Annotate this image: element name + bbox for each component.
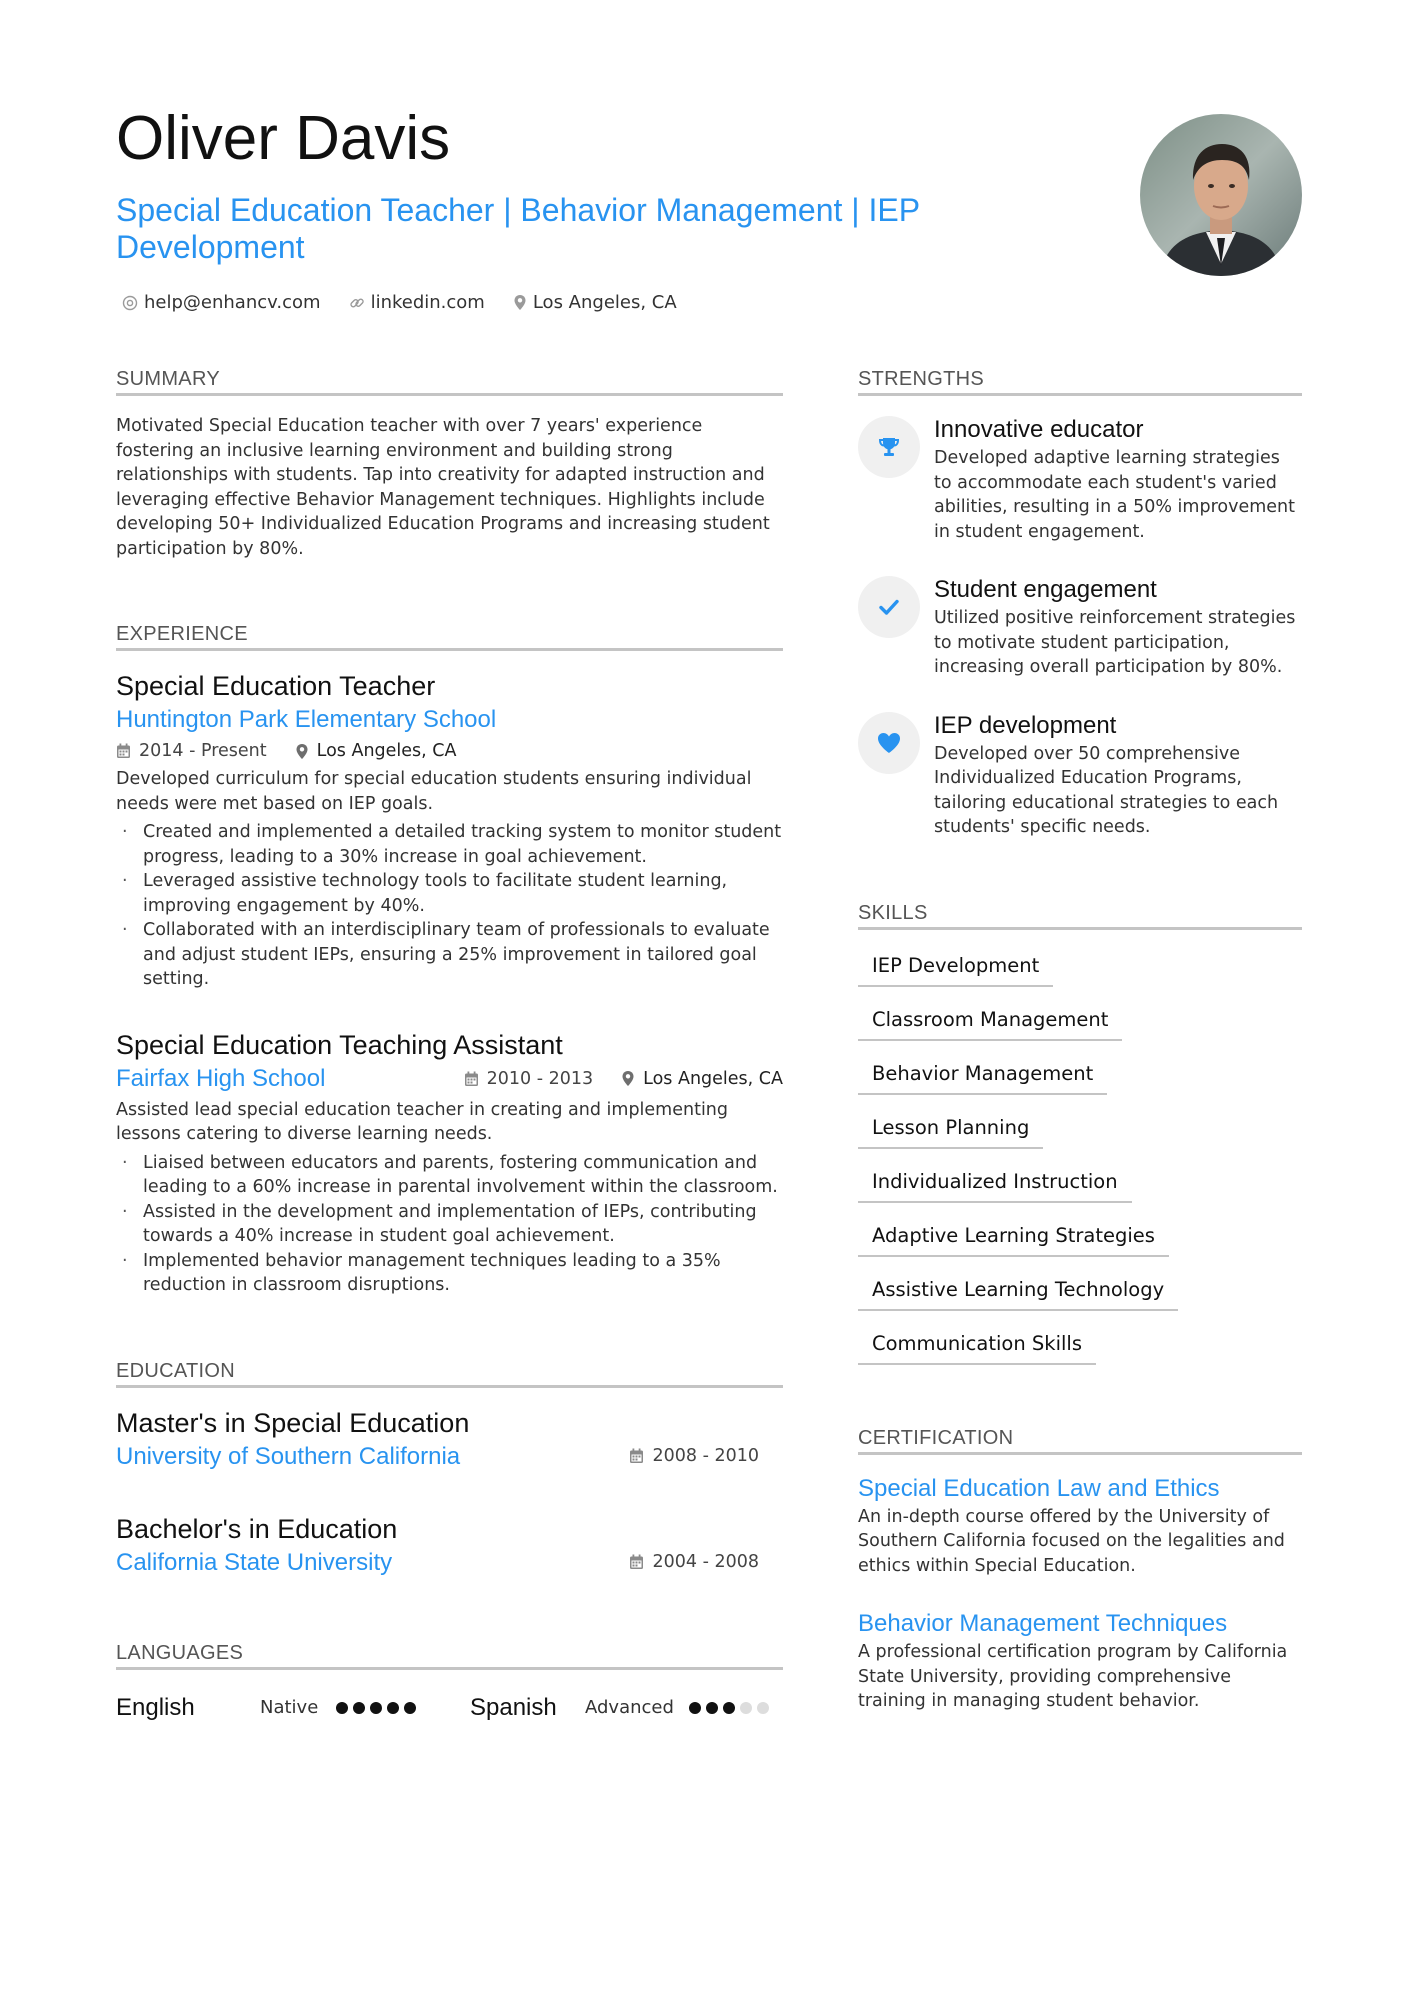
resume-header	[116, 100, 1056, 313]
certification-description: A professional certification program by California State University, providing comprehensive training in managing student behavior.	[858, 1642, 1288, 1711]
strength-description: Utilized positive reinforcement strategies to motivate student participation, increasing overall participation by 80%.	[934, 608, 1296, 677]
job-bullet: · Leveraged assistive technology tools to facilitate student learning, improving engagement by 40%.	[116, 869, 783, 918]
job-entry	[116, 1028, 783, 1298]
calendar-icon	[116, 743, 131, 759]
languages-heading: LANGUAGES	[116, 1642, 783, 1670]
strength-icon-badge	[858, 576, 920, 638]
skill-tag: IEP Development	[858, 948, 1053, 987]
education-dates	[629, 1446, 759, 1466]
job-bullet: · Liaised between educators and parents, fostering communication and leading to a 60% increase in parental involvement within the classroom.	[116, 1151, 783, 1200]
company-row	[116, 1062, 783, 1096]
school-name: University of Southern California	[116, 1442, 461, 1470]
rating-dot	[740, 1702, 752, 1714]
job-bullets	[116, 1151, 783, 1298]
summary-heading: SUMMARY	[116, 368, 783, 396]
job-title: Special Education Teacher	[116, 671, 436, 701]
rating-dot	[706, 1702, 718, 1714]
school-name: California State University	[116, 1548, 393, 1576]
contact-bar	[122, 292, 1056, 313]
contact-email[interactable]	[122, 292, 321, 313]
job-bullet: · Collaborated with an interdisciplinary team of professionals to evaluate and adjust student IEPs, ensuring a 25% improvement in tailored goal setting.	[116, 918, 783, 992]
job-dates: 2010 - 2013	[486, 1068, 594, 1089]
avatar	[1140, 114, 1302, 276]
strength-icon-badge	[858, 712, 920, 774]
experience-heading: EXPERIENCE	[116, 623, 783, 651]
summary-text: Motivated Special Education teacher with over 7 years' experience fostering an inclusive learning environment and building strong relationships with students. Tap into creativity for adapted instruction and leveraging effective Behavior Management techniques. Highlights include developing 50+ Individualized Education Programs and increasing student participation by 80%.	[116, 416, 770, 559]
location-pin-icon	[295, 743, 309, 760]
language-name: English	[116, 1693, 195, 1721]
job-meta	[464, 1067, 783, 1091]
skill-tag: Communication Skills	[858, 1326, 1096, 1365]
rating-dot	[353, 1702, 365, 1714]
strength-item	[858, 414, 1302, 544]
rating-dot	[723, 1702, 735, 1714]
job-location: Los Angeles, CA	[316, 741, 457, 761]
certification-title: Behavior Management Techniques	[858, 1610, 1228, 1637]
language-level: Native	[260, 1697, 319, 1718]
candidate-title: Special Education Teacher | Behavior Management | IEP Development	[116, 192, 920, 265]
strength-title: Innovative educator	[934, 416, 1144, 443]
job-dates: 2014 - Present	[139, 741, 267, 761]
profile-photo	[1140, 114, 1302, 276]
checkmark-icon	[877, 595, 901, 619]
at-icon	[122, 295, 138, 311]
education-dates-text: 2004 - 2008	[652, 1551, 759, 1572]
job-location: Los Angeles, CA	[643, 1068, 783, 1089]
strength-title: IEP development	[934, 711, 1117, 739]
job-bullet: · Implemented behavior management techniques leading to a 35% reduction in classroom disruptions.	[116, 1249, 783, 1298]
strength-item	[858, 710, 1302, 840]
certification-title: Special Education Law and Ethics	[858, 1474, 1220, 1502]
rating-dot	[404, 1702, 416, 1714]
certification-item	[858, 1473, 1302, 1579]
calendar-icon	[464, 1071, 479, 1087]
degree-name: Master's in Special Education	[116, 1407, 470, 1438]
rating-dot	[387, 1702, 399, 1714]
skill-tag: Lesson Planning	[858, 1110, 1043, 1149]
link-icon	[349, 295, 365, 311]
certification-item	[858, 1608, 1302, 1714]
strength-description: Developed over 50 comprehensive Individualized Education Programs, tailoring educational strategies to each students' specific needs.	[934, 743, 1279, 837]
trophy-icon	[877, 435, 901, 459]
education-heading: EDUCATION	[116, 1360, 783, 1388]
job-description: Assisted lead special education teacher in creating and implementing lessons catering to diverse learning needs.	[116, 1099, 729, 1144]
language-rating	[336, 1702, 470, 1714]
left-column	[116, 368, 783, 1728]
skill-tag: Classroom Management	[858, 1002, 1122, 1041]
strength-item	[858, 574, 1302, 680]
skill-tag: Adaptive Learning Strategies	[858, 1218, 1169, 1257]
strength-description: Developed adaptive learning strategies to accommodate each student's varied abilities, resulting in a 50% improvement in student engagement.	[934, 448, 1295, 542]
candidate-name: Oliver Davis	[116, 104, 451, 173]
skills-heading: SKILLS	[858, 902, 1302, 930]
location-pin-icon	[513, 294, 527, 311]
linkedin-text: linkedin.com	[370, 292, 485, 313]
strengths-heading: STRENGTHS	[858, 368, 1302, 396]
job-bullet: · Created and implemented a detailed tracking system to monitor student progress, leading to a 30% increase in goal achievement.	[116, 820, 783, 869]
rating-dot	[757, 1702, 769, 1714]
skill-tag: Behavior Management	[858, 1056, 1107, 1095]
company-name: Huntington Park Elementary School	[116, 706, 497, 733]
rating-dot	[336, 1702, 348, 1714]
right-column	[858, 368, 1302, 1714]
contact-linkedin[interactable]	[349, 292, 485, 313]
strength-icon-badge	[858, 416, 920, 478]
location-pin-icon	[621, 1070, 635, 1087]
rating-dot	[689, 1702, 701, 1714]
education-dates-text: 2008 - 2010	[652, 1445, 759, 1466]
education-entry	[116, 1406, 783, 1474]
calendar-icon	[629, 1554, 644, 1570]
education-entry	[116, 1512, 783, 1580]
education-dates	[629, 1552, 759, 1572]
languages-row	[116, 1688, 783, 1728]
email-text: help@enhancv.com	[144, 292, 321, 313]
language-name: Spanish	[470, 1693, 557, 1721]
calendar-icon	[629, 1448, 644, 1464]
job-meta	[116, 739, 783, 763]
skills-list	[858, 948, 1302, 1365]
rating-dot	[370, 1702, 382, 1714]
job-title: Special Education Teaching Assistant	[116, 1029, 563, 1060]
strength-title: Student engagement	[934, 576, 1157, 603]
heart-icon	[876, 731, 902, 755]
job-description: Developed curriculum for special education students ensuring individual needs were met based on IEP goals.	[116, 769, 752, 814]
company-name: Fairfax High School	[116, 1064, 326, 1092]
certification-description: An in-depth course offered by the University of Southern California focused on the legalities and ethics within Special Education.	[858, 1506, 1285, 1576]
job-bullet: · Assisted in the development and implementation of IEPs, contributing towards a 40% increase in student goal achievement.	[116, 1200, 783, 1249]
contact-location	[513, 292, 677, 313]
location-text: Los Angeles, CA	[532, 292, 677, 313]
skill-tag: Individualized Instruction	[858, 1164, 1132, 1203]
skill-tag: Assistive Learning Technology	[858, 1272, 1178, 1311]
degree-name: Bachelor's in Education	[116, 1513, 398, 1544]
language-rating	[689, 1702, 774, 1714]
job-entry	[116, 669, 783, 992]
job-bullets	[116, 820, 783, 992]
language-level: Advanced	[585, 1697, 674, 1718]
certification-heading: CERTIFICATION	[858, 1427, 1302, 1455]
